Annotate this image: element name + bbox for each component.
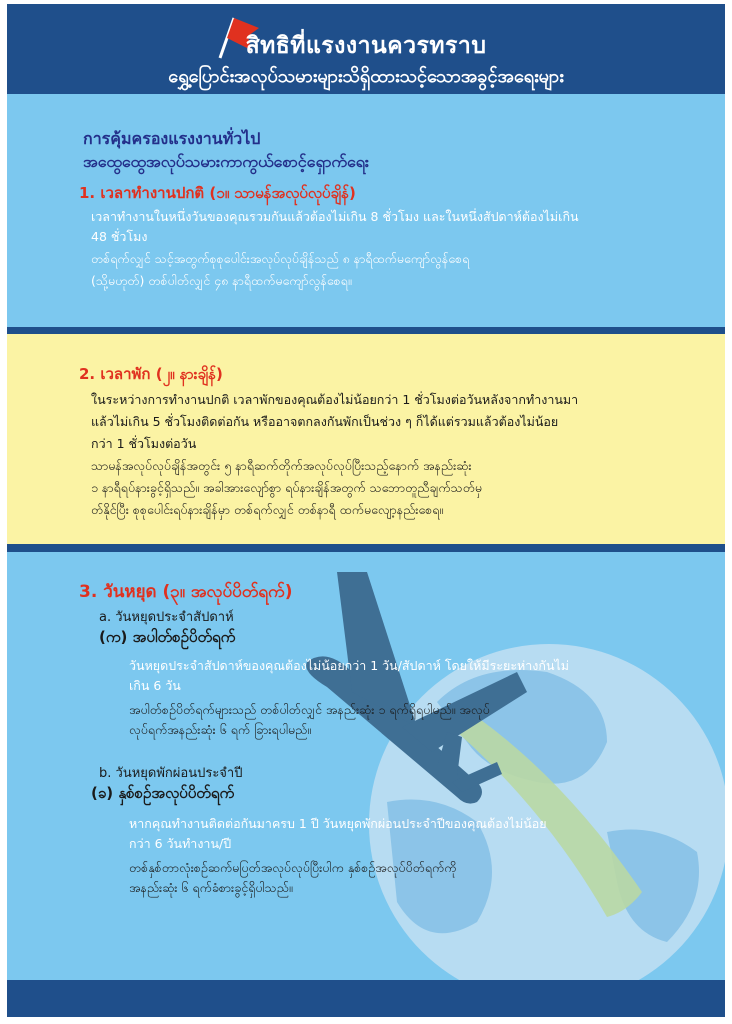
section-holidays xyxy=(7,552,725,980)
globe-icon xyxy=(369,644,725,980)
section2-thai-line-3: กว่า 1 ชั่วโมงต่อวัน xyxy=(91,436,197,451)
section1-thai-line-2: 48 ชั่วโมง xyxy=(91,229,148,244)
annual-thai-line-1: หากคุณทำงานติดต่อกันมาครบ 1 ปี วันหยุดพักผ่อนประจำปีของคุณต้องไม่น้อย xyxy=(129,816,547,831)
section-break-time xyxy=(7,334,725,544)
header-banner xyxy=(7,4,725,94)
weekly-thai-line-1: วันหยุดประจำสัปดาห์ของคุณต้องไม่น้อยกว่า 1 วัน/สัปดาห์ โดยให้มีระยะห่างกันไม่ xyxy=(129,658,570,673)
weekly-thai-line-2: เกิน 6 วัน xyxy=(129,678,181,693)
section1-myanmar-line-2: (သို့မဟုတ်) တစ်ပါတ်လျှင် ၄၈ နာရီထက်မကျော်လွန်စေရ။ xyxy=(91,273,352,288)
general-heading-thai: การคุ้มครองแรงงานทั่วไป xyxy=(83,129,261,148)
section2-thai-line-2: แล้วไม่เกิน 5 ชั่วโมงติดต่อกัน หรืออาจตกลงกันพักเป็นช่วง ๆ ก็ได้แต่รวมแล้วต้องไม่น้อย xyxy=(91,414,559,429)
weekly-holiday-subheading: (က) အပါတ်စဉ်ပိတ်ရက် xyxy=(99,628,236,646)
divider xyxy=(7,327,725,334)
section2-myanmar-line-2: ၁ နာရီရပ်နားခွင့်ရှိသည်။ အခါအားလျော်စွာ ရပ်နားချိန်အတွက် သဘောတူညီချက်သတ်မှ xyxy=(91,480,483,495)
header-subtitle: ရွှေ့ပြောင်းအလုပ်သမားများသိရှိထားသင့်သောအခွင့်အရေးများ xyxy=(168,66,564,87)
section3-heading: 3. วันหยุด (၃။ အလုပ်ပိတ်ရက်) xyxy=(79,582,293,602)
section1-myanmar-line-1: တစ်ရက်လျှင် သင့်အတွက်စုစုပေါင်းအလုပ်လုပ်ချိန်သည် ၈ နာရီထက်မကျော်လွန်စေရ xyxy=(91,251,470,266)
annual-thai-line-2: กว่า 6 วันทำงาน/ปี xyxy=(129,836,232,851)
header-title: สิทธิที่แรงงานควรทราบ xyxy=(245,33,487,59)
section1-thai-line-1: เวลาทำงานในหนึ่งวันของคุณรวมกันแล้วต้องไม่เกิน 8 ชั่วโมง และในหนึ่งสัปดาห์ต้องไม่เกิน xyxy=(91,209,579,224)
section1-heading: 1. เวลาทำงานปกติ (၁။ သာမန်အလုပ်လုပ်ချိန်) xyxy=(79,184,356,202)
weekly-myanmar-line-1: အပါတ်စဉ်ပိတ်ရက်များသည် တစ်ပါတ်လျှင် အနည်းဆုံး ၁ ရက်ရှိရပါမည်။ အလုပ် xyxy=(129,702,490,717)
annual-holiday-subheading: (ခ) နှစ်စဉ်အလုပ်ပိတ်ရက် xyxy=(91,784,235,802)
weekly-holiday-label: a. วันหยุดประจำสัปดาห์ xyxy=(99,610,234,625)
divider xyxy=(7,544,725,552)
general-heading-myanmar: အထွေထွေအလုပ်သမားကာကွယ်စောင့်ရှောက်ရေး xyxy=(83,152,369,171)
footer-bar xyxy=(7,980,725,1017)
annual-myanmar-line-1: တစ်နှစ်တာလုံးစဉ်ဆက်မပြတ်အလုပ်လုပ်ပြီးပါက နှစ်စဉ်အလုပ်ပိတ်ရက်ကို xyxy=(129,860,457,875)
section2-myanmar-line-3: တ်နိုင်ပြီး စုစုပေါင်းရပ်နားချိန်မှာ တစ်ရက်လျှင် တစ်နာရီ ထက်မလျော့နည်းစေရ။ xyxy=(91,502,444,517)
section2-myanmar-line-1: သာမန်အလုပ်လုပ်ချိန်အတွင်း ၅ နာရီဆက်တိုက်အလုပ်လုပ်ပြီးသည့်နောက် အနည်းဆုံး xyxy=(91,458,472,473)
annual-myanmar-line-2: အနည်းဆုံး ၆ ရက်ခံစားခွင့်ရှိပါသည်။ xyxy=(129,880,293,895)
weekly-myanmar-line-2: လုပ်ရက်အနည်းဆုံး ၆ ရက် ခြားရပါမည်။ xyxy=(129,722,312,737)
section2-thai-line-1: ในระหว่างการทำงานปกติ เวลาพักของคุณต้องไม่น้อยกว่า 1 ชั่วโมงต่อวันหลังจากทำงานมา xyxy=(91,392,579,407)
section-working-hours xyxy=(7,99,725,327)
section2-heading: 2. เวลาพัก (၂။ နားချိန်) xyxy=(79,365,223,383)
annual-holiday-label: b. วันหยุดพักผ่อนประจำปี xyxy=(99,766,243,781)
poster xyxy=(7,4,725,1017)
